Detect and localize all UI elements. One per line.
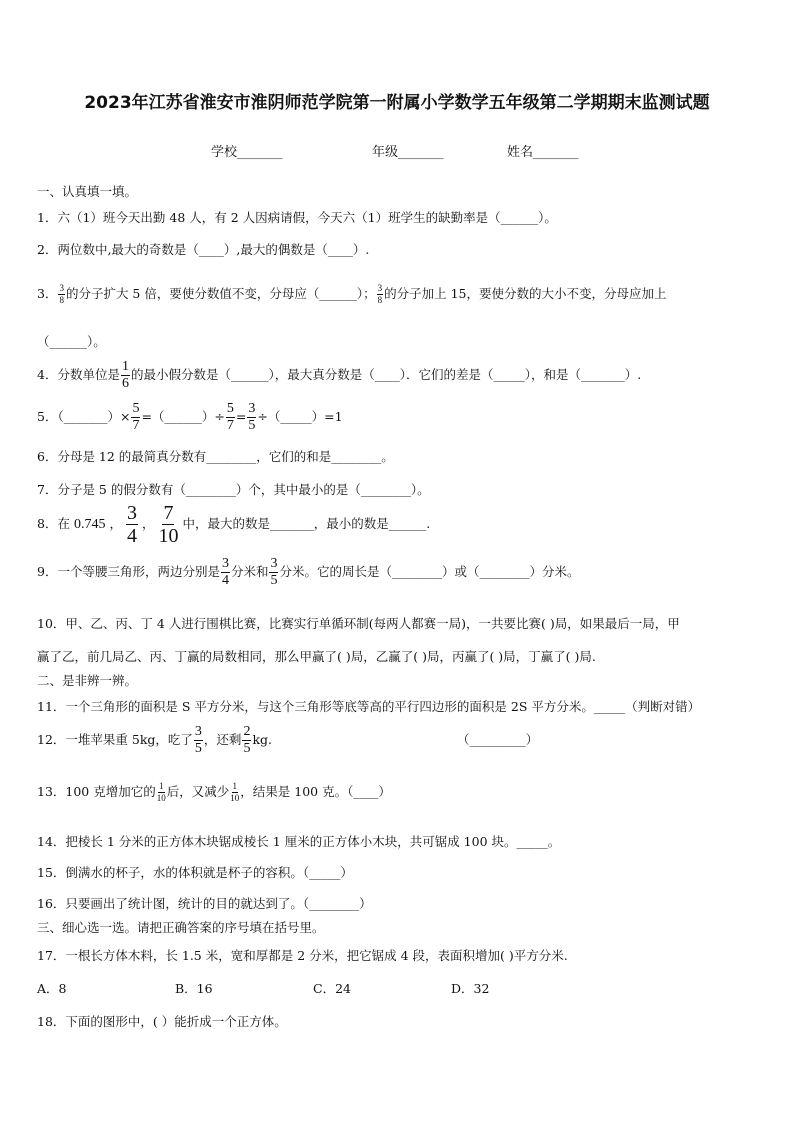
question-3 [37, 284, 667, 305]
q3-text-2: 的分子加上 15，要使分数的大小不变，分母应加上 [384, 286, 667, 301]
question-10-line-1: 10．甲、乙、丙、丁 4 人进行围棋比赛，比赛实行单循环制(每两人都赛一局)，一共要比赛( )局，如果最后一局，甲 [37, 616, 680, 631]
section-heading-2: 二、是非辨一辨。 [37, 673, 138, 688]
question-3-continued: （______）。 [37, 334, 106, 349]
fraction-3-5: $\frac{3}{5}$ [248, 401, 256, 433]
q13-text-1: 13．100 克增加它的 [37, 784, 156, 799]
repeating-decimal: 0.745 [73, 517, 106, 532]
grade-field: 年级_______ [372, 145, 444, 160]
q12-answer-blank: （_________） [457, 732, 539, 747]
option-c: C．24 [313, 981, 351, 996]
fraction-2-5: $\frac{2}{5}$ [243, 724, 251, 756]
q8-text-2: 中，最大的数是_______，最小的数是______. [182, 516, 431, 531]
question-12 [37, 725, 538, 756]
q8-text-1: 8．在 [37, 516, 70, 531]
q8-comma: ， [109, 516, 122, 531]
option-a: A．8 [37, 981, 67, 996]
question-5 [37, 402, 343, 433]
question-1: 1．六（1）班今天出勤 48 人，有 2 人因病请假，今天六（1）班学生的缺勤率是（______）。 [37, 210, 557, 225]
q12-text-3: kg. [252, 732, 272, 747]
q9-text-2: 分米和 [230, 564, 269, 579]
question-7: 7．分子是 5 的假分数有（________）个，其中最小的是（________）。 [37, 482, 430, 497]
page-title: 2023年江苏省淮安市淮阴师范学院第一附属小学数学五年级第二学期期末监测试题 [84, 93, 710, 113]
fraction-3-5: $\frac{3}{5}$ [270, 556, 278, 588]
fraction-3-8: $\frac{3}{8}$ [59, 283, 64, 305]
q12-text-2: ，还剩 [203, 732, 242, 747]
fraction-1-10: $\frac{1}{10}$ [156, 781, 166, 803]
q5-equals: = [235, 409, 247, 424]
q13-text-3: ，结果是 100 克。（____） [240, 784, 391, 799]
fraction-3-5: $\frac{3}{5}$ [194, 724, 202, 756]
fraction-3-4: $\frac{3}{4}$ [126, 502, 137, 547]
question-10-line-2: 赢了乙，前几局乙、丙、丁赢的局数相同，那么甲赢了( )局，乙赢了( )局，丙赢了( )局，丁赢了( )局. [37, 649, 596, 664]
q3-text-1: 的分子扩大 5 倍，要使分数值不变，分母应（______）； [65, 286, 376, 301]
question-17-options [37, 979, 589, 997]
question-13 [37, 782, 391, 803]
fraction-3-8: $\frac{3}{8}$ [377, 283, 383, 305]
q5-text-2: =（______）÷ [141, 409, 225, 424]
option-d: D．32 [451, 981, 490, 996]
question-18: 18．下面的图形中，( ）能折成一个正方体。 [37, 1014, 287, 1029]
question-15: 15．倒满水的杯子，水的体积就是杯子的容积。（_____） [37, 865, 353, 880]
question-2: 2．两位数中,最大的奇数是（____）,最大的偶数是（____）. [37, 242, 370, 257]
option-b: B．16 [175, 981, 213, 996]
q9-text-3: 分米。它的周长是（________）或（________）分米。 [279, 564, 580, 579]
q3-number: 3． [37, 286, 58, 301]
question-17: 17．一根长方体木料，长 1.5 米，宽和厚都是 2 分米，把它锯成 4 段，表面积增加( )平方分米. [37, 948, 568, 963]
question-16: 16．只要画出了统计图，统计的目的就达到了。（________） [37, 896, 372, 911]
name-field: 姓名_______ [507, 145, 579, 160]
school-field: 学校_______ [211, 145, 283, 160]
q9-text-1: 9．一个等腰三角形，两边分别是 [37, 564, 220, 579]
q5-text-1: 5．（_______）× [37, 409, 131, 424]
q5-text-3: ÷（_____）=1 [257, 409, 343, 424]
fraction-5-7: $\frac{5}{7}$ [132, 401, 140, 433]
fraction-1-10: $\frac{1}{10}$ [230, 781, 240, 803]
fraction-1-6: $\frac{1}{6}$ [121, 359, 129, 391]
question-14: 14．把棱长 1 分米的正方体木块锯成棱长 1 厘米的正方体小木块，共可锯成 100 块。_____。 [37, 834, 561, 849]
question-4 [37, 360, 641, 391]
question-8 [37, 503, 430, 546]
q12-text-1: 12．一堆苹果重 5kg，吃了 [37, 732, 193, 747]
question-6: 6．分母是 12 的最简真分数有________，它们的和是________。 [37, 449, 394, 464]
q8-comma: ， [141, 516, 155, 531]
fraction-3-4: $\frac{3}{4}$ [221, 556, 229, 588]
q4-text-1: 4．分数单位是 [37, 367, 120, 382]
section-heading-1: 一、认真填一填。 [37, 184, 138, 199]
section-heading-3: 三、细心选一选。请把正确答案的序号填在括号里。 [37, 920, 325, 935]
q13-text-2: 后，又减少 [166, 784, 230, 799]
fraction-5-7: $\frac{5}{7}$ [226, 401, 234, 433]
question-11: 11．一个三角形的面积是 S 平方分米，与这个三角形等底等高的平行四边形的面积是 2S 平方分米。_____（判断对错） [37, 699, 701, 714]
fraction-7-10: $\frac{7}{10}$ [158, 502, 179, 547]
q4-text-2: 的最小假分数是（______），最大真分数是（____）．它们的差是（_____），和是（_______）. [130, 367, 642, 382]
question-9 [37, 557, 580, 588]
